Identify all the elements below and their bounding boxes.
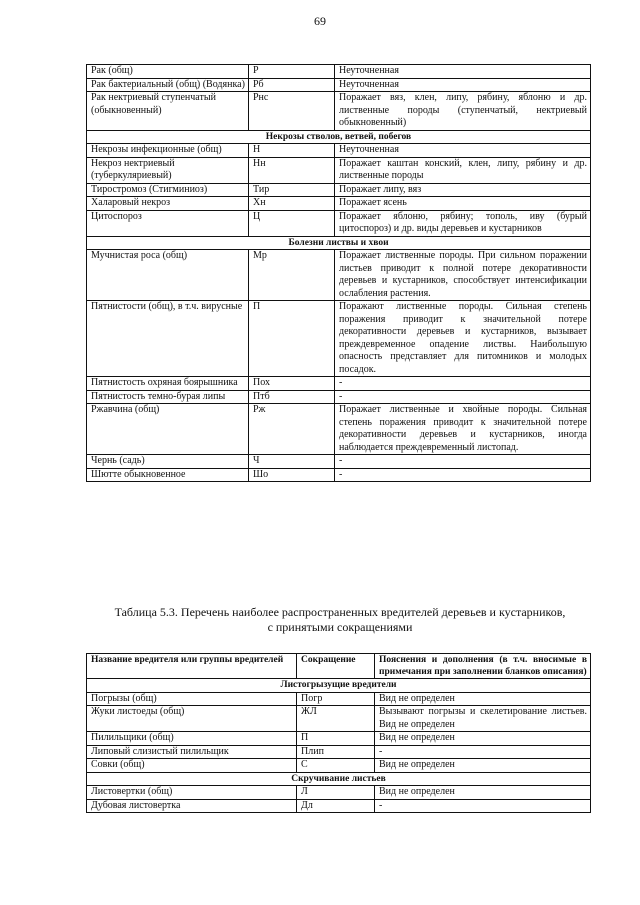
- disease-name-cell: Тиростромоз (Стигминиоз): [87, 183, 249, 197]
- note-cell: Поражает лиственные и хвойные породы. Сильная степень поражения приводит к значительной потере декоративности деревьев и кустарников, иногда наблюдается преждевременный листопад.: [335, 404, 591, 455]
- table-row: [87, 799, 591, 813]
- disease-name-cell: Пятнистости (общ), в т.ч. вирусные: [87, 301, 249, 377]
- pest-name-cell: Дубовая листовертка: [87, 799, 297, 813]
- disease-name-cell: Рак нектриевый ступенчатый (обыкновенный): [87, 92, 249, 131]
- table-row: [87, 455, 591, 469]
- table-row: [87, 732, 591, 746]
- note-cell: Поражает ясень: [335, 197, 591, 211]
- header-row: [87, 654, 591, 679]
- pest-name-cell: Совки (общ): [87, 759, 297, 773]
- note-cell: Неуточненная: [335, 78, 591, 92]
- note-cell: Вид не определен: [375, 759, 591, 773]
- abbreviation-cell: Хн: [249, 197, 335, 211]
- table-row: [87, 786, 591, 800]
- section-heading: Скручивание листьев: [87, 772, 591, 786]
- abbreviation-cell: Птб: [249, 390, 335, 404]
- table-row: [87, 706, 591, 732]
- note-cell: Неуточненная: [335, 65, 591, 79]
- table-row: [87, 65, 591, 79]
- table-caption: [80, 605, 600, 635]
- note-cell: Поражает лиственные породы. При сильном поражении листьев приводит к полной потере декоративности деревьев и кустарников, способствует интенсификации ослабления растения.: [335, 250, 591, 301]
- abbreviation-cell: Рб: [249, 78, 335, 92]
- disease-name-cell: Пятнистость темно-бурая липы: [87, 390, 249, 404]
- abbreviation-cell: Л: [297, 786, 375, 800]
- table-row: [87, 183, 591, 197]
- note-cell: Поражает вяз, клен, липу, рябину, яблоню и др. лиственные породы (ступенчатый, нектриевый обыкновенный): [335, 92, 591, 131]
- section-row: [87, 236, 591, 250]
- note-cell: Поражает яблоню, рябину; тополь, иву (бурый цитоспороз) и др. виды деревьев и кустарников: [335, 210, 591, 236]
- table-row: [87, 78, 591, 92]
- abbreviation-cell: Ц: [249, 210, 335, 236]
- disease-name-cell: Некроз нектриевый (туберкуляриевый): [87, 157, 249, 183]
- table-row: [87, 404, 591, 455]
- page-number: 69: [314, 14, 326, 28]
- note-cell: Вид не определен: [375, 786, 591, 800]
- abbreviation-cell: Плип: [297, 745, 375, 759]
- abbreviation-cell: П: [249, 301, 335, 377]
- abbreviation-cell: Погр: [297, 692, 375, 706]
- note-cell: Поражает каштан конский, клен, липу, рябину и др. лиственные породы: [335, 157, 591, 183]
- disease-name-cell: Некрозы инфекционные (общ): [87, 144, 249, 158]
- disease-name-cell: Рак бактериальный (общ) (Водянка): [87, 78, 249, 92]
- note-cell: Вид не определен: [375, 692, 591, 706]
- section-row: [87, 679, 591, 693]
- table-row: [87, 92, 591, 131]
- pest-name-cell: Погрызы (общ): [87, 692, 297, 706]
- table-row: [87, 692, 591, 706]
- table-row: [87, 468, 591, 482]
- pest-name-cell: Листовертки (общ): [87, 786, 297, 800]
- abbreviation-cell: Тир: [249, 183, 335, 197]
- column-header-abbreviation: Сокращение: [297, 654, 375, 679]
- pest-name-cell: Пилильщики (общ): [87, 732, 297, 746]
- abbreviation-cell: ЖЛ: [297, 706, 375, 732]
- section-row: [87, 130, 591, 144]
- caption-line: Таблица 5.3. Перечень наиболее распространенных вредителей деревьев и кустарников,: [114, 605, 566, 619]
- table-row: [87, 250, 591, 301]
- column-header-name: Название вредителя или группы вредителей: [87, 654, 297, 679]
- disease-name-cell: Ржавчина (общ): [87, 404, 249, 455]
- disease-name-cell: Рак (общ): [87, 65, 249, 79]
- abbreviation-cell: С: [297, 759, 375, 773]
- abbreviation-cell: Ч: [249, 455, 335, 469]
- disease-name-cell: Халаровый некроз: [87, 197, 249, 211]
- abbreviation-cell: П: [297, 732, 375, 746]
- note-cell: Вызывают погрызы и скелетирование листьев. Вид не определен: [375, 706, 591, 732]
- note-cell: -: [335, 455, 591, 469]
- table-row: [87, 210, 591, 236]
- abbreviation-cell: Дл: [297, 799, 375, 813]
- disease-name-cell: Мучнистая роса (общ): [87, 250, 249, 301]
- abbreviation-cell: Рнс: [249, 92, 335, 131]
- pest-name-cell: Жуки листоеды (общ): [87, 706, 297, 732]
- abbreviation-cell: Пох: [249, 377, 335, 391]
- table-row: [87, 157, 591, 183]
- table-row: [87, 301, 591, 377]
- pest-name-cell: Липовый слизистый пилильщик: [87, 745, 297, 759]
- note-cell: -: [335, 390, 591, 404]
- table-row: [87, 745, 591, 759]
- column-header-notes: Пояснения и дополнения (в т.ч. вносимые в примечания при заполнении бланков описания): [375, 654, 591, 679]
- note-cell: Вид не определен: [375, 732, 591, 746]
- table-row: [87, 377, 591, 391]
- abbreviation-cell: Р: [249, 65, 335, 79]
- abbreviation-cell: Шо: [249, 468, 335, 482]
- section-heading: Листогрызущие вредители: [87, 679, 591, 693]
- note-cell: Неуточненная: [335, 144, 591, 158]
- note-cell: Поражает липу, вяз: [335, 183, 591, 197]
- caption-line: с принятыми сокращениями: [267, 620, 413, 634]
- abbreviation-cell: Мр: [249, 250, 335, 301]
- table-row: [87, 390, 591, 404]
- section-heading: Некрозы стволов, ветвей, побегов: [87, 130, 591, 144]
- abbreviation-cell: Рж: [249, 404, 335, 455]
- disease-name-cell: Чернь (садь): [87, 455, 249, 469]
- section-row: [87, 772, 591, 786]
- disease-name-cell: Пятнистость охряная боярышника: [87, 377, 249, 391]
- note-cell: -: [375, 745, 591, 759]
- table-row: [87, 197, 591, 211]
- diseases-table: [86, 64, 591, 482]
- table-row: [87, 144, 591, 158]
- pests-table: [86, 653, 591, 813]
- note-cell: -: [335, 377, 591, 391]
- abbreviation-cell: Нн: [249, 157, 335, 183]
- note-cell: -: [335, 468, 591, 482]
- note-cell: Поражают лиственные породы. Сильная степень поражения приводит к значительной потере декоративности деревьев и кустарников, вызывает преждевременное опадение листвы. Наибольшую опасность представляет для питомников и молодых посадок.: [335, 301, 591, 377]
- table-row: [87, 759, 591, 773]
- section-heading: Болезни листвы и хвои: [87, 236, 591, 250]
- abbreviation-cell: Н: [249, 144, 335, 158]
- disease-name-cell: Шютте обыкновенное: [87, 468, 249, 482]
- disease-name-cell: Цитоспороз: [87, 210, 249, 236]
- note-cell: -: [375, 799, 591, 813]
